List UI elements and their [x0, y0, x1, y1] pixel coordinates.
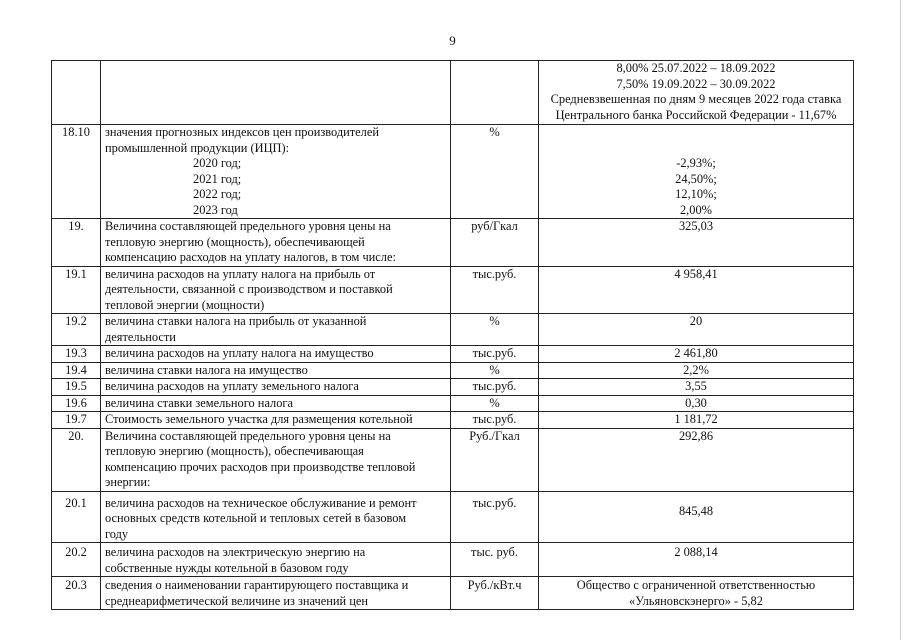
table-row	[52, 61, 854, 125]
row-number: 19.2	[52, 314, 101, 346]
row-description	[101, 491, 451, 543]
description-line: компенсацию прочих расходов при производстве тепловой	[105, 459, 416, 474]
row-unit: тыс.руб.	[451, 412, 539, 429]
row-number: 19.6	[52, 395, 101, 412]
row-value: 845,48	[539, 491, 854, 543]
table-row	[52, 577, 854, 610]
year-label: 2022 год;	[193, 187, 242, 201]
value-line: 8,00% 25.07.2022 – 18.09.2022	[616, 61, 776, 75]
description-line: значения прогнозных индексов цен производителей	[105, 125, 379, 139]
row-number: 19.5	[52, 379, 101, 396]
row-description	[101, 314, 451, 346]
table-row	[52, 428, 854, 491]
row-value: 2,2%	[539, 362, 854, 379]
description-line: деятельности, связанной с производством и поставкой	[105, 282, 393, 296]
row-unit: %	[451, 362, 539, 379]
description-line: компенсацию расходов на уплату налогов, в том числе:	[105, 250, 396, 264]
description-line: промышленной продукции (ИЦП):	[105, 140, 290, 155]
row-unit: тыс.руб.	[451, 379, 539, 396]
description-line: Стоимость земельного участка для размещения котельной	[105, 412, 413, 426]
row-description	[101, 577, 451, 610]
row-unit: тыс.руб.	[451, 491, 539, 543]
row-unit: тыс. руб.	[451, 543, 539, 577]
row-description	[101, 346, 451, 363]
description-line: сведения о наименовании гарантирующего поставщика и	[105, 578, 409, 592]
description-line: величина ставки земельного налога	[105, 395, 294, 410]
value-line: -2,93%;	[676, 156, 716, 170]
table-row	[52, 395, 854, 412]
description-line: величина ставки налога на прибыль от указанной	[105, 314, 367, 328]
row-number: 19.7	[52, 412, 101, 429]
row-value: 20	[539, 314, 854, 346]
description-line: тепловую энергию (мощность), обеспечивающей	[105, 234, 365, 249]
year-label: 2023 год	[193, 202, 238, 217]
row-unit: %	[451, 395, 539, 412]
description-line: году	[105, 526, 129, 541]
row-value: 2 088,14	[539, 543, 854, 577]
description-line: величина расходов на уплату налога на прибыль от	[105, 266, 376, 281]
year-label: 2020 год;	[193, 156, 242, 170]
description-line: энергии:	[105, 475, 151, 489]
row-value: 3,55	[539, 379, 854, 396]
row-value: 2 461,80	[539, 346, 854, 363]
description-line: тепловую энергию (мощность), обеспечивающая	[105, 444, 364, 458]
row-unit: Руб./Гкал	[451, 428, 539, 491]
description-line: величина расходов на электрическую энергию на	[105, 545, 366, 559]
row-number: 20.3	[52, 577, 101, 610]
description-line: Величина составляющей предельного уровня цены на	[105, 428, 391, 443]
value-spacer	[543, 125, 849, 156]
description-line: величина расходов на уплату налога на имущество	[105, 346, 374, 360]
row-value	[539, 577, 854, 610]
row-unit: %	[451, 125, 539, 219]
table-row	[52, 266, 854, 314]
table-row	[52, 314, 854, 346]
row-unit	[451, 61, 539, 125]
row-number: 19.	[52, 219, 101, 267]
description-line: Величина составляющей предельного уровня цены на	[105, 219, 391, 233]
row-unit: Руб./кВт.ч	[451, 577, 539, 610]
value-line: Центрального банка Российской Федерации - 11,67%	[555, 107, 837, 122]
value-line: 24,50%;	[675, 171, 717, 186]
row-value	[539, 125, 854, 219]
row-unit: руб/Гкал	[451, 219, 539, 267]
table-row	[52, 362, 854, 379]
table-row	[52, 219, 854, 267]
row-number: 18.10	[52, 125, 101, 219]
row-value: 1 181,72	[539, 412, 854, 429]
row-description	[101, 61, 451, 125]
row-number: 20.	[52, 428, 101, 491]
table-row	[52, 125, 854, 219]
table-row	[52, 491, 854, 543]
row-description	[101, 266, 451, 314]
page-number: 9	[449, 33, 456, 48]
value-line: Общество с ограниченной ответственностью	[576, 578, 816, 592]
row-number: 19.1	[52, 266, 101, 314]
row-value: 0,30	[539, 395, 854, 412]
description-line: тепловой энергии (мощности)	[105, 297, 265, 312]
row-description	[101, 219, 451, 267]
value-line: Средневзвешенная по дням 9 месяцев 2022 года ставка	[550, 92, 842, 106]
row-unit: тыс.руб.	[451, 266, 539, 314]
table-row	[52, 412, 854, 429]
row-value: 292,86	[539, 428, 854, 491]
value-line: 2,00%	[679, 202, 712, 217]
description-line: деятельности	[105, 329, 176, 344]
row-value: 325,03	[539, 219, 854, 267]
row-number: 20.1	[52, 491, 101, 543]
row-value: 4 958,41	[539, 266, 854, 314]
description-line: среднеарифметической величине из значений цен	[105, 593, 369, 608]
tariff-parameters-table	[51, 60, 854, 610]
row-description	[101, 125, 451, 219]
row-description	[101, 395, 451, 412]
table-row	[52, 379, 854, 396]
value-line: «Ульяновскэнерго» - 5,82	[629, 593, 763, 608]
year-label: 2021 год;	[193, 171, 242, 186]
row-unit: тыс.руб.	[451, 346, 539, 363]
description-line: величина расходов на уплату земельного налога	[105, 379, 359, 393]
description-line: основных средств котельной и тепловых сетей в базовом	[105, 511, 407, 525]
value-line: 12,10%;	[675, 187, 717, 201]
row-description	[101, 379, 451, 396]
sheet-edge	[900, 0, 901, 640]
description-line: величина ставки налога на имущество	[105, 362, 308, 377]
row-description	[101, 428, 451, 491]
table-row	[52, 346, 854, 363]
row-unit: %	[451, 314, 539, 346]
row-number	[52, 61, 101, 125]
table-row	[52, 543, 854, 577]
row-description	[101, 412, 451, 429]
value-line: 7,50% 19.09.2022 – 30.09.2022	[616, 76, 776, 91]
row-number: 19.4	[52, 362, 101, 379]
row-number: 19.3	[52, 346, 101, 363]
row-description	[101, 543, 451, 577]
description-line: собственные нужды котельной в базовом году	[105, 560, 349, 575]
row-description	[101, 362, 451, 379]
row-number: 20.2	[52, 543, 101, 577]
row-value	[539, 61, 854, 125]
description-line: величина расходов на техническое обслуживание и ремонт	[105, 495, 417, 510]
